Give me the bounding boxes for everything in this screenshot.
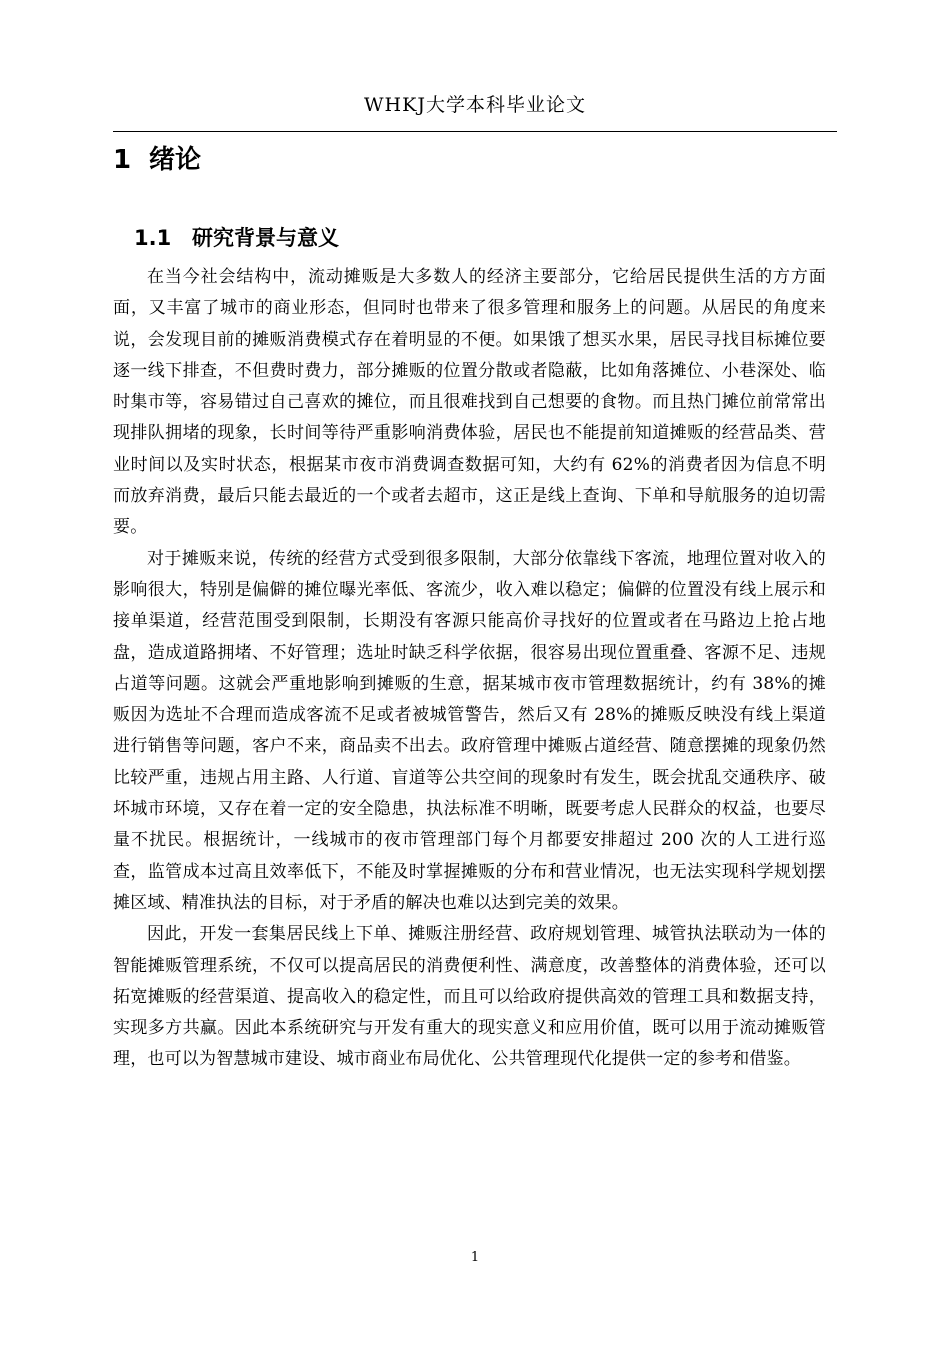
running-header: WHKJ大学本科毕业论文 [364, 94, 586, 116]
section-number: 1.1 [134, 226, 172, 250]
chapter-number: 1 [113, 145, 132, 175]
header-divider [113, 131, 837, 132]
section-title: 研究背景与意义 [192, 226, 339, 250]
chapter-heading [113, 143, 201, 177]
paragraph-vendors: 对于摊贩来说，传统的经营方式受到很多限制，大部分依靠线下客流，地理位置对收入的影响很大，特别是偏僻的摊位曝光率低、客流少，收入难以稳定；偏僻的位置没有线上展示和接单渠道，经营范围受到限制，长期没有客源只能高价寻找好的位置或者在马路边上抢占地盘，造成道路拥堵、不好管理；选址时缺乏科学依据，很容易出现位置重叠、客源不足、违规占道等问题。这就会严重地影响到摊贩的生意，据某城市夜市管理数据统计，约有 38%的摊贩因为选址不合理而造成客流不足或者被城管警告，然后又有 28%的摊贩反映没有线上渠道进行销售等问题，客户不来，商品卖不出去。政府管理中摊贩占道经营、随意摆摊的现象仍然比较严重，违规占用主路、人行道、盲道等公共空间的现象时有发生，既会扰乱交通秩序、破坏城市环境，又存在着一定的安全隐患，执法标准不明晰，既要考虑人民群众的权益，也要尽量不扰民。根据统计，一线城市的夜市管理部门每个月都要安排超过 200 次的人工进行巡查，监管成本过高且效率低下，不能及时掌握摊贩的分布和营业情况，也无法实现科学规划摆摊区域、精准执法的目标，对于矛盾的解决也难以达到完美的效果。 [113, 548, 826, 913]
section-heading [134, 223, 339, 253]
body-text [113, 262, 826, 1076]
paragraph-conclusion: 因此，开发一套集居民线上下单、摊贩注册经营、政府规划管理、城管执法联动为一体的智能摊贩管理系统，不仅可以提高居民的消费便利性、满意度，改善整体的消费体验，还可以拓宽摊贩的经营渠道、提高收入的稳定性，而且可以给政府提供高效的管理工具和数据支持，实现多方共赢。因此本系统研究与开发有重大的现实意义和应用价值，既可以用于流动摊贩管理，也可以为智慧城市建设、城市商业布局优化、公共管理现代化提供一定的参考和借鉴。 [113, 924, 826, 1070]
chapter-title: 绪论 [149, 145, 202, 175]
page-number: 1 [470, 1250, 480, 1265]
paragraph-residents: 在当今社会结构中，流动摊贩是大多数人的经济主要部分，它给居民提供生活的方方面面，又丰富了城市的商业形态，但同时也带来了很多管理和服务上的问题。从居民的角度来说，会发现目前的摊贩消费模式存在着明显的不便。如果饿了想买水果，居民寻找目标摊位要逐一线下排查，不但费时费力，部分摊贩的位置分散或者隐蔽，比如角落摊位、小巷深处、临时集市等，容易错过自己喜欢的摊位，而且很难找到自己想要的食物。而且热门摊位前常常出现排队拥堵的现象，长时间等待严重影响消费体验，居民也不能提前知道摊贩的经营品类、营业时间以及实时状态，根据某市夜市消费调查数据可知，大约有 62%的消费者因为信息不明而放弃消费，最后只能去最近的一个或者去超市，这正是线上查询、下单和导航服务的迫切需要。 [113, 267, 826, 538]
